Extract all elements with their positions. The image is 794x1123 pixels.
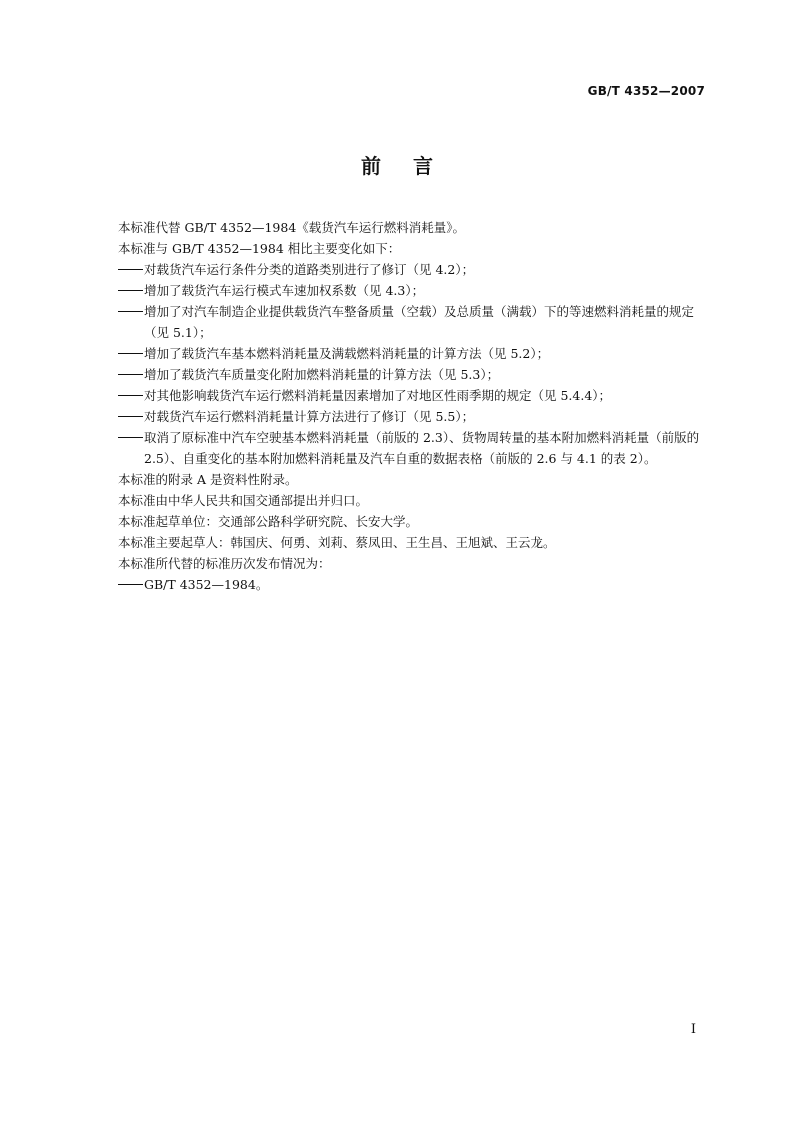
dash-icon [118, 311, 143, 312]
changes-list [118, 259, 708, 469]
foreword-body [118, 217, 708, 595]
standard-number: GB/T 4352—2007 [587, 84, 705, 98]
list-item-text: 对其他影响载货汽车运行燃料消耗量因素增加了对地区性雨季期的规定（见 5.4.4）； [144, 388, 612, 403]
dash-icon [118, 416, 143, 417]
appendix-statement: 本标准的附录 A 是资料性附录。 [118, 472, 298, 487]
list-item-text: 对载货汽车运行条件分类的道路类别进行了修订（见 4.2）； [144, 262, 475, 277]
dash-icon [118, 290, 143, 291]
replacement-statement: 本标准代替 GB/T 4352—1984《载货汽车运行燃料消耗量》。 [118, 220, 466, 235]
list-item [118, 574, 708, 595]
list-item-text: 增加了载货汽车运行模式车速加权系数（见 4.3）； [144, 283, 425, 298]
list-item-text: 取消了原标准中汽车空驶基本燃料消耗量（前版的 2.3）、货物周转量的基本附加燃料消耗量（前版的 2.5）、自重变化的基本附加燃料消耗量及汽车自重的数据表格（前版的 2.6 与 4.1 的表 2）。 [144, 430, 700, 466]
proposer-statement: 本标准由中华人民共和国交通部提出并归口。 [118, 493, 369, 508]
list-item [118, 427, 708, 469]
list-item [118, 259, 708, 280]
list-item-text: 增加了对汽车制造企业提供载货汽车整备质量（空载）及总质量（满载）下的等速燃料消耗量的规定（见 5.1）； [144, 304, 695, 340]
drafting-units: 本标准起草单位：交通部公路科学研究院、长安大学。 [118, 514, 419, 529]
history-intro: 本标准所代替的标准历次发布情况为： [118, 556, 331, 571]
page-title: 前言 [361, 154, 465, 178]
list-item-text: 对载货汽车运行燃料消耗量计算方法进行了修订（见 5.5）； [144, 409, 475, 424]
page-number: I [690, 1022, 696, 1037]
dash-icon [118, 584, 143, 585]
list-item-text: 增加了载货汽车质量变化附加燃料消耗量的计算方法（见 5.3）； [144, 367, 500, 382]
list-item [118, 301, 708, 343]
history-list [118, 574, 708, 595]
dash-icon [118, 269, 143, 270]
dash-icon [118, 395, 143, 396]
dash-icon [118, 374, 143, 375]
list-item-text: 增加了载货汽车基本燃料消耗量及满载燃料消耗量的计算方法（见 5.2）； [144, 346, 550, 361]
changes-intro: 本标准与 GB/T 4352—1984 相比主要变化如下： [118, 241, 401, 256]
dash-icon [118, 353, 143, 354]
list-item [118, 280, 708, 301]
list-item [118, 385, 708, 406]
drafters: 本标准主要起草人：韩国庆、何勇、刘莉、蔡凤田、王生昌、王旭斌、王云龙。 [118, 535, 556, 550]
list-item-text: GB/T 4352—1984。 [144, 577, 269, 592]
list-item [118, 343, 708, 364]
list-item [118, 364, 708, 385]
list-item [118, 406, 708, 427]
dash-icon [118, 437, 143, 438]
